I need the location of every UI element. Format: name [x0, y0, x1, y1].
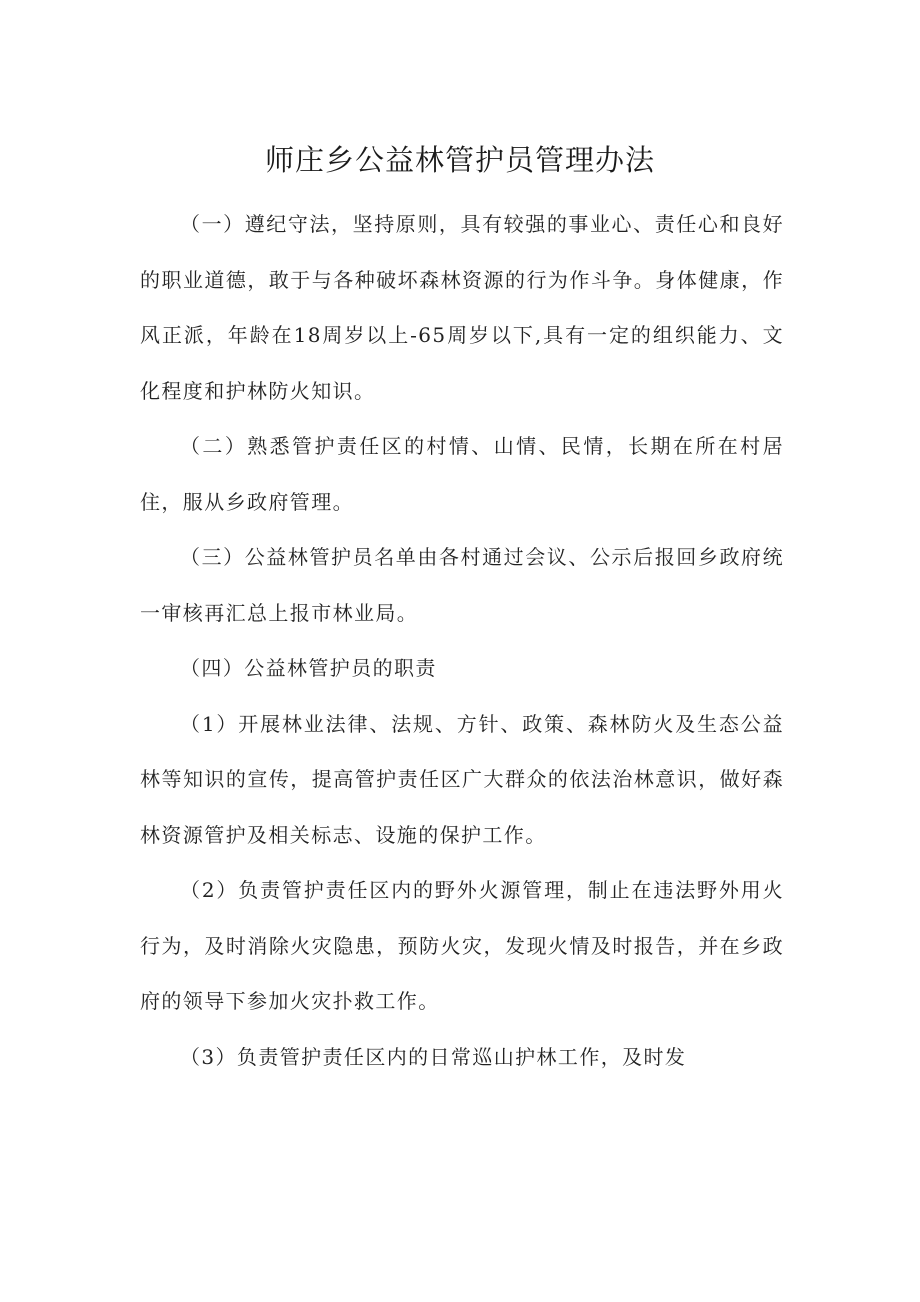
- paragraph-6: （2）负责管护责任区内的野外火源管理，制止在违法野外用火行为，及时消除火灾隐患，预防火灾，发现火情及时报告，并在乡政府的领导下参加火灾扑救工作。: [140, 878, 784, 1013]
- paragraph-7: （3）负责管护责任区内的日常巡山护林工作，及时发: [180, 1044, 687, 1069]
- paragraph-2: （二）熟悉管护责任区的村情、山情、民情，长期在所在村居住，服从乡政府管理。: [140, 434, 784, 514]
- paragraph-4-heading: （四）公益林管护员的职责: [180, 656, 437, 680]
- paragraph-3: （三）公益林管护员名单由各村通过会议、公示后报回乡政府统一审核再汇总上报市林业局。: [140, 545, 784, 625]
- document-body: [140, 197, 784, 1085]
- paragraph-1: （一）遵纪守法，坚持原则，具有较强的事业心、责任心和良好的职业道德，敢于与各种破坏森林资源的行为作斗争。身体健康，作风正派，年龄在18周岁以上-65周岁以下,具有一定的组织能力、文化程度和护林防火知识。: [140, 212, 784, 403]
- document-title: 师庄乡公益林管护员管理办法: [264, 143, 655, 177]
- paragraph-5: （1）开展林业法律、法规、方针、政策、森林防火及生态公益林等知识的宣传，提高管护责任区广大群众的依法治林意识，做好森林资源管护及相关标志、设施的保护工作。: [140, 711, 784, 847]
